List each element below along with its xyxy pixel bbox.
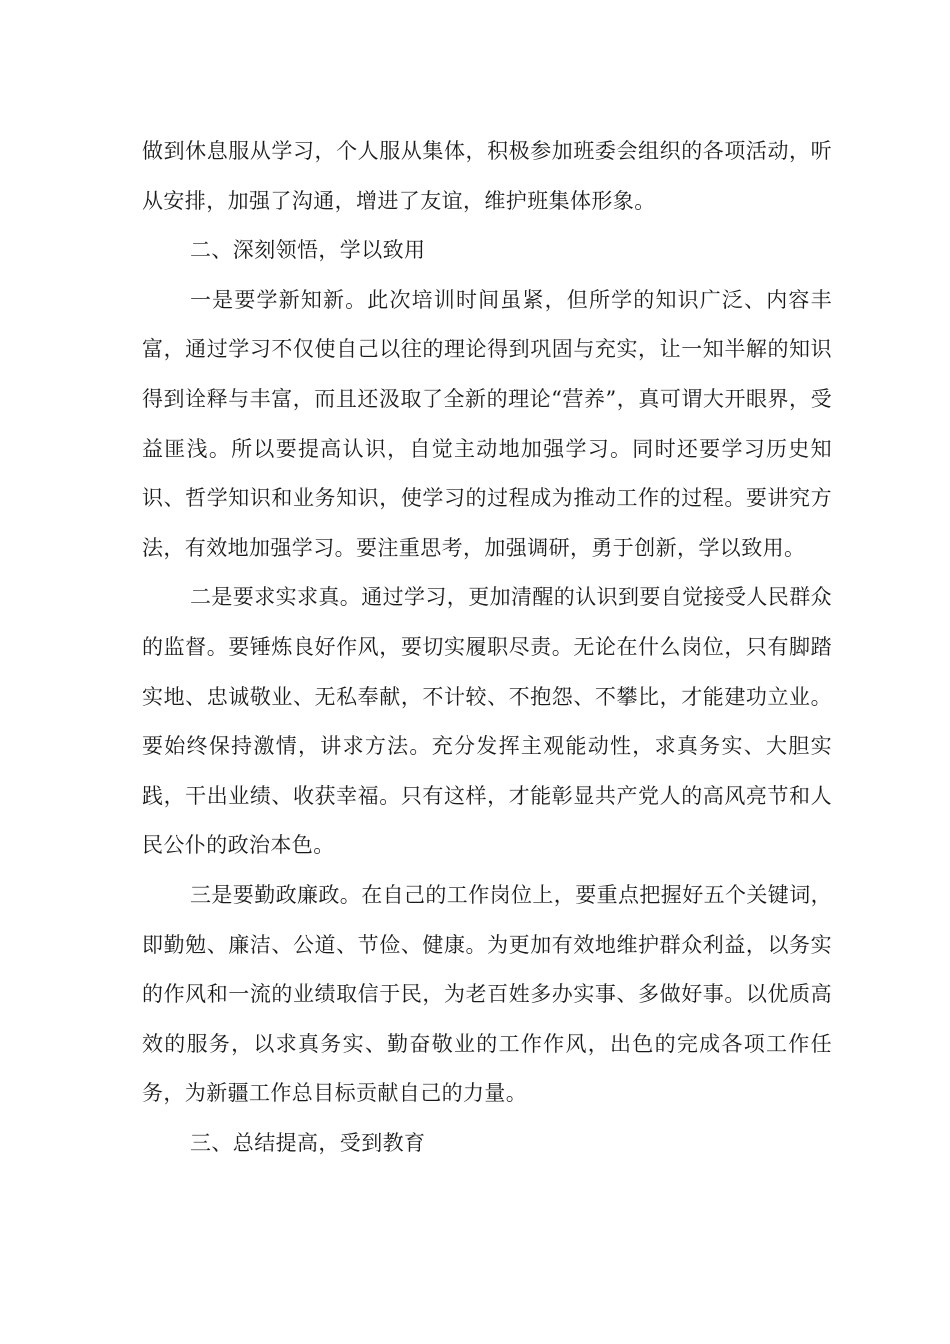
section-heading-3: 三、总结提高，受到教育 (190, 1130, 426, 1155)
document-body (142, 127, 832, 1168)
paragraph-learn-new-knowledge: 一是要学新知新。此次培训时间虽紧，但所学的知识广泛、内容丰富，通过学习不仅使自己以往的理论得到巩固与充实，让一知半解的知识得到诠释与丰富，而且还汲取了全新的理论“营养”，真可谓大开眼界，受益匪浅。所以要提高认识，自觉主动地加强学习。同时还要学习历史知识、哲学知识和业务知识，使学习的过程成为推动工作的过程。要讲究方法，有效地加强学习。要注重思考，加强调研，勇于创新，学以致用。 (142, 287, 832, 560)
section-heading-2: 二、深刻领悟，学以致用 (190, 238, 426, 263)
paragraph-seek-truth: 二是要求实求真。通过学习，更加清醒的认识到要自觉接受人民群众的监督。要锤炼良好作风，要切实履职尽责。无论在什么岗位，只有脚踏实地、忠诚敬业、无私奉献，不计较、不抱怨、不攀比，才能建功立业。要始终保持激情，讲求方法。充分发挥主观能动性，求真务实、大胆实践，干出业绩、收获幸福。只有这样，才能彰显共产党人的高风亮节和人民公仆的政治本色。 (142, 585, 832, 858)
paragraph-continuation: 做到休息服从学习，个人服从集体，积极参加班委会组织的各项活动，听从安排，加强了沟通，增进了友谊，维护班集体形象。 (142, 139, 832, 213)
paragraph-diligent-clean-governance: 三是要勤政廉政。在自己的工作岗位上，要重点把握好五个关键词，即勤勉、廉洁、公道、节俭、健康。为更加有效地维护群众利益，以务实的作风和一流的业绩取信于民，为老百姓多办实事、多做好事。以优质高效的服务，以求真务实、勤奋敬业的工作作风，出色的完成各项工作任务，为新疆工作总目标贡献自己的力量。 (142, 882, 832, 1106)
